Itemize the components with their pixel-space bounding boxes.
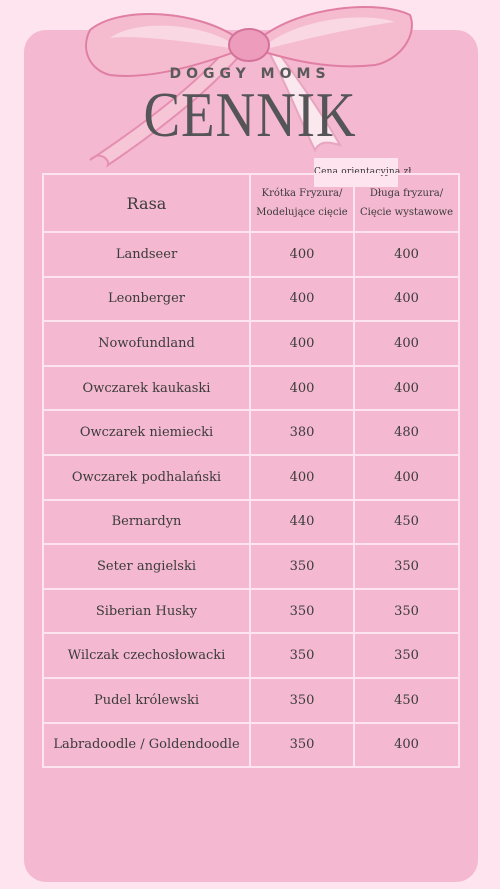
price-long: 400 (354, 366, 459, 411)
price-long: 450 (354, 678, 459, 723)
price-long: 400 (354, 277, 459, 322)
header-long-cut (354, 174, 459, 232)
price-long: 400 (354, 321, 459, 366)
price-short: 400 (250, 455, 354, 500)
table-row (43, 277, 459, 322)
header-rasa: Rasa (43, 174, 250, 232)
header-short-line2: Modelujące cięcie (256, 207, 348, 218)
breed-name: Owczarek niemiecki (43, 410, 250, 455)
breed-name: Wilczak czechosłowacki (43, 633, 250, 678)
breed-name: Labradoodle / Goldendoodle (43, 723, 250, 768)
price-short: 350 (250, 723, 354, 768)
price-long: 450 (354, 500, 459, 545)
table-row (43, 232, 459, 277)
breed-name: Landseer (43, 232, 250, 277)
table-header-row (43, 174, 459, 232)
price-long: 480 (354, 410, 459, 455)
header-long-line1: Długa fryzura/ (369, 188, 444, 199)
price-short: 400 (250, 277, 354, 322)
price-long: 400 (354, 455, 459, 500)
breed-name: Leonberger (43, 277, 250, 322)
brand-name: DOGGY MOMS (169, 66, 331, 82)
price-note: Cena orientacyjna zł (314, 158, 398, 187)
table-row (43, 589, 459, 634)
page-title: CENNIK (143, 79, 357, 150)
breed-name: Bernardyn (43, 500, 250, 545)
price-long: 400 (354, 232, 459, 277)
price-long: 400 (354, 723, 459, 768)
breed-name: Owczarek kaukaski (43, 366, 250, 411)
price-short: 350 (250, 589, 354, 634)
breed-name: Pudel królewski (43, 678, 250, 723)
table-row (43, 410, 459, 455)
price-long: 350 (354, 544, 459, 589)
price-table (42, 173, 460, 768)
price-long: 350 (354, 633, 459, 678)
table-row (43, 500, 459, 545)
breed-name: Nowofundland (43, 321, 250, 366)
price-short: 380 (250, 410, 354, 455)
price-short: 350 (250, 633, 354, 678)
table-row (43, 321, 459, 366)
breed-name: Siberian Husky (43, 589, 250, 634)
price-short: 400 (250, 232, 354, 277)
header-short-cut (250, 174, 354, 232)
table-row (43, 678, 459, 723)
price-long: 350 (354, 589, 459, 634)
price-short: 350 (250, 544, 354, 589)
table-row (43, 723, 459, 768)
table-row (43, 544, 459, 589)
price-short: 400 (250, 366, 354, 411)
header-short-line1: Krótka Fryzura/ (261, 188, 343, 199)
price-short: 400 (250, 321, 354, 366)
header-long-line2: Cięcie wystawowe (359, 207, 454, 218)
price-short: 440 (250, 500, 354, 545)
breed-name: Seter angielski (43, 544, 250, 589)
table-row (43, 455, 459, 500)
table-row (43, 633, 459, 678)
price-short: 350 (250, 678, 354, 723)
table-row (43, 366, 459, 411)
breed-name: Owczarek podhalański (43, 455, 250, 500)
